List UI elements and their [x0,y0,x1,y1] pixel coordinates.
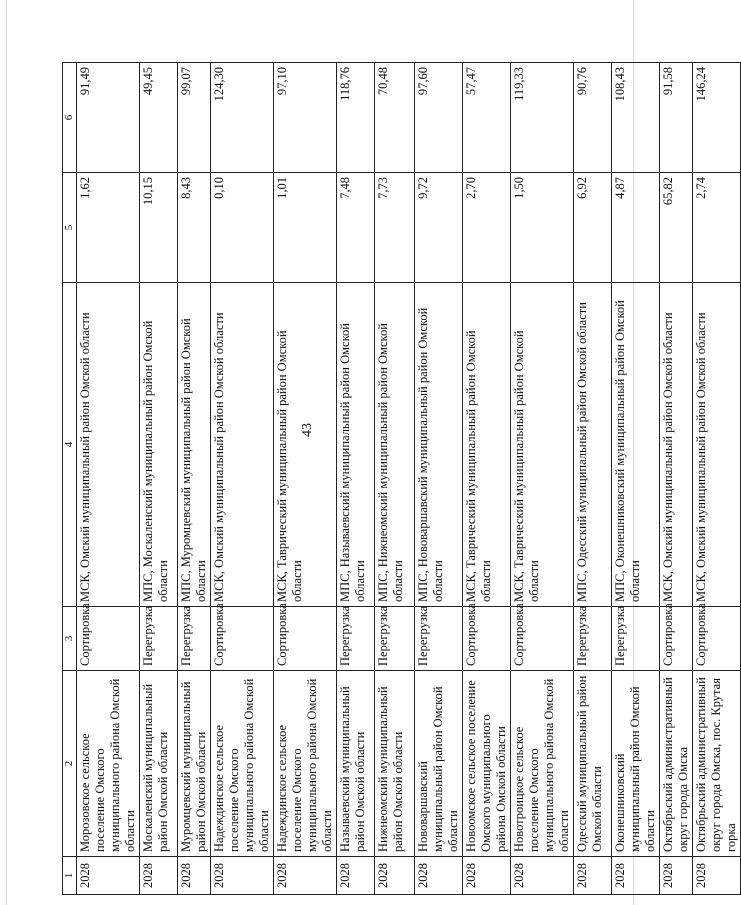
cell-operator: МСК, Омский муниципальный район Омской области [211,283,274,607]
cell-operator: МПС, Называевский муниципальный район Омской области [337,283,375,607]
cell-type: Сортировка [660,607,693,671]
cell-value-5: 1,01 [274,173,337,283]
cell-value-5: 1,50 [511,173,574,283]
cell-name: Октябрьский административный округ города Омска, пос. Крутая горка [693,671,741,857]
cell-type: Сортировка [77,607,140,671]
cell-name: Новотроицкое сельское поселение Омского муниципального района Омской области [511,671,574,857]
cell-name: Новоомское сельское поселение Омского муниципального района Омской области [463,671,511,857]
cell-year: 2028 [178,857,211,895]
table-row [693,63,741,895]
cell-operator: МПС, Одесский муниципальный район Омской области [574,283,612,607]
cell-name: Москаленский муниципальный район Омской области [140,671,178,857]
table-row [511,63,574,895]
cell-name: Надеждинское сельское поселение Омского муниципального района Омской области [274,671,337,857]
cell-year: 2028 [693,857,741,895]
cell-value-6: 97,60 [415,63,463,173]
cell-operator: МПС, Оконешниковский муниципальный район Омской области [612,283,660,607]
cell-name: Надеждинское сельское поселение Омского муниципального района Омской области [211,671,274,857]
header-col-6: 6 [63,63,77,173]
table-row [612,63,660,895]
rotated-table-container [62,63,739,895]
cell-value-6: 91,58 [660,63,693,173]
cell-value-5: 2,70 [463,173,511,283]
cell-value-6: 57,47 [463,63,511,173]
cell-value-6: 124,30 [211,63,274,173]
cell-type: Перегрузка [375,607,415,671]
cell-name: Нижнеомский муниципальный район Омской области [375,671,415,857]
table-body [77,63,741,895]
cell-year: 2028 [612,857,660,895]
cell-year: 2028 [77,857,140,895]
cell-operator: МПС, Москаленский муниципальный район Омской области [140,283,178,607]
cell-type: Перегрузка [140,607,178,671]
cell-operator: МСК, Таврический муниципальный район Омской области [274,283,337,607]
data-table [62,62,741,895]
cell-operator: МПС, Нововаршавский муниципальный район Омской области [415,283,463,607]
cell-year: 2028 [463,857,511,895]
cell-type: Перегрузка [415,607,463,671]
cell-value-6: 108,43 [612,63,660,173]
header-row [63,63,77,895]
cell-value-5: 2,74 [693,173,741,283]
cell-year: 2028 [375,857,415,895]
cell-value-5: 4,87 [612,173,660,283]
cell-year: 2028 [211,857,274,895]
cell-name: Морозовское сельское поселение Омского муниципального района Омской области [77,671,140,857]
cell-type: Сортировка [211,607,274,671]
cell-name: Нововаршавский муниципальный район Омской области [415,671,463,857]
cell-type: Сортировка [511,607,574,671]
cell-value-5: 8,43 [178,173,211,283]
page-number: 43 [300,423,315,437]
table-row [211,63,274,895]
header-col-1: 1 [63,857,77,895]
cell-value-6: 99,07 [178,63,211,173]
cell-value-5: 6,92 [574,173,612,283]
cell-type: Сортировка [463,607,511,671]
cell-value-6: 146,24 [693,63,741,173]
cell-value-6: 119,33 [511,63,574,173]
cell-year: 2028 [337,857,375,895]
cell-name: Октябрьский административный округ города Омска [660,671,693,857]
cell-value-5: 1,62 [77,173,140,283]
cell-value-6: 90,76 [574,63,612,173]
cell-type: Перегрузка [337,607,375,671]
cell-operator: МСК, Омский муниципальный район Омской области [660,283,693,607]
header-col-3: 3 [63,607,77,671]
cell-type: Перегрузка [178,607,211,671]
cell-value-5: 10,15 [140,173,178,283]
cell-year: 2028 [415,857,463,895]
cell-type: Перегрузка [574,607,612,671]
cell-name: Называевский муниципальный район Омской области [337,671,375,857]
cell-value-5: 65,82 [660,173,693,283]
cell-operator: МСК, Таврический муниципальный район Омской области [463,283,511,607]
header-col-2: 2 [63,671,77,857]
table-row [660,63,693,895]
cell-year: 2028 [511,857,574,895]
cell-value-5: 0,10 [211,173,274,283]
table-row [415,63,463,895]
cell-type: Сортировка [693,607,741,671]
cell-value-5: 9,72 [415,173,463,283]
cell-year: 2028 [574,857,612,895]
header-col-5: 5 [63,173,77,283]
header-col-4: 4 [63,283,77,607]
table-row [574,63,612,895]
table-row [375,63,415,895]
table-row [274,63,337,895]
cell-operator: МСК, Таврический муниципальный район Омской области [511,283,574,607]
cell-value-6: 91,49 [77,63,140,173]
cell-name: Муромцевский муниципальный район Омской области [178,671,211,857]
table-row [337,63,375,895]
cell-value-6: 97,10 [274,63,337,173]
cell-value-5: 7,48 [337,173,375,283]
cell-value-6: 118,76 [337,63,375,173]
cell-value-6: 70,48 [375,63,415,173]
cell-year: 2028 [140,857,178,895]
cell-operator: МСК, Омский муниципальный район Омской области [693,283,741,607]
cell-name: Одесский муниципальный район Омской области [574,671,612,857]
cell-type: Сортировка [274,607,337,671]
cell-name: Оконешниковский муниципальный район Омской области [612,671,660,857]
cell-year: 2028 [660,857,693,895]
table-row [140,63,178,895]
scan-edge-left [6,0,7,905]
table-row [463,63,511,895]
cell-value-6: 49,45 [140,63,178,173]
cell-type: Перегрузка [612,607,660,671]
cell-year: 2028 [274,857,337,895]
cell-operator: МПС, Нижнеомский муниципальный район Омской области [375,283,415,607]
cell-value-5: 7,73 [375,173,415,283]
cell-operator: МСК, Омский муниципальный район Омской области [77,283,140,607]
table-row [178,63,211,895]
table-row [77,63,140,895]
cell-operator: МПС, Муромцевский муниципальный район Омской области [178,283,211,607]
